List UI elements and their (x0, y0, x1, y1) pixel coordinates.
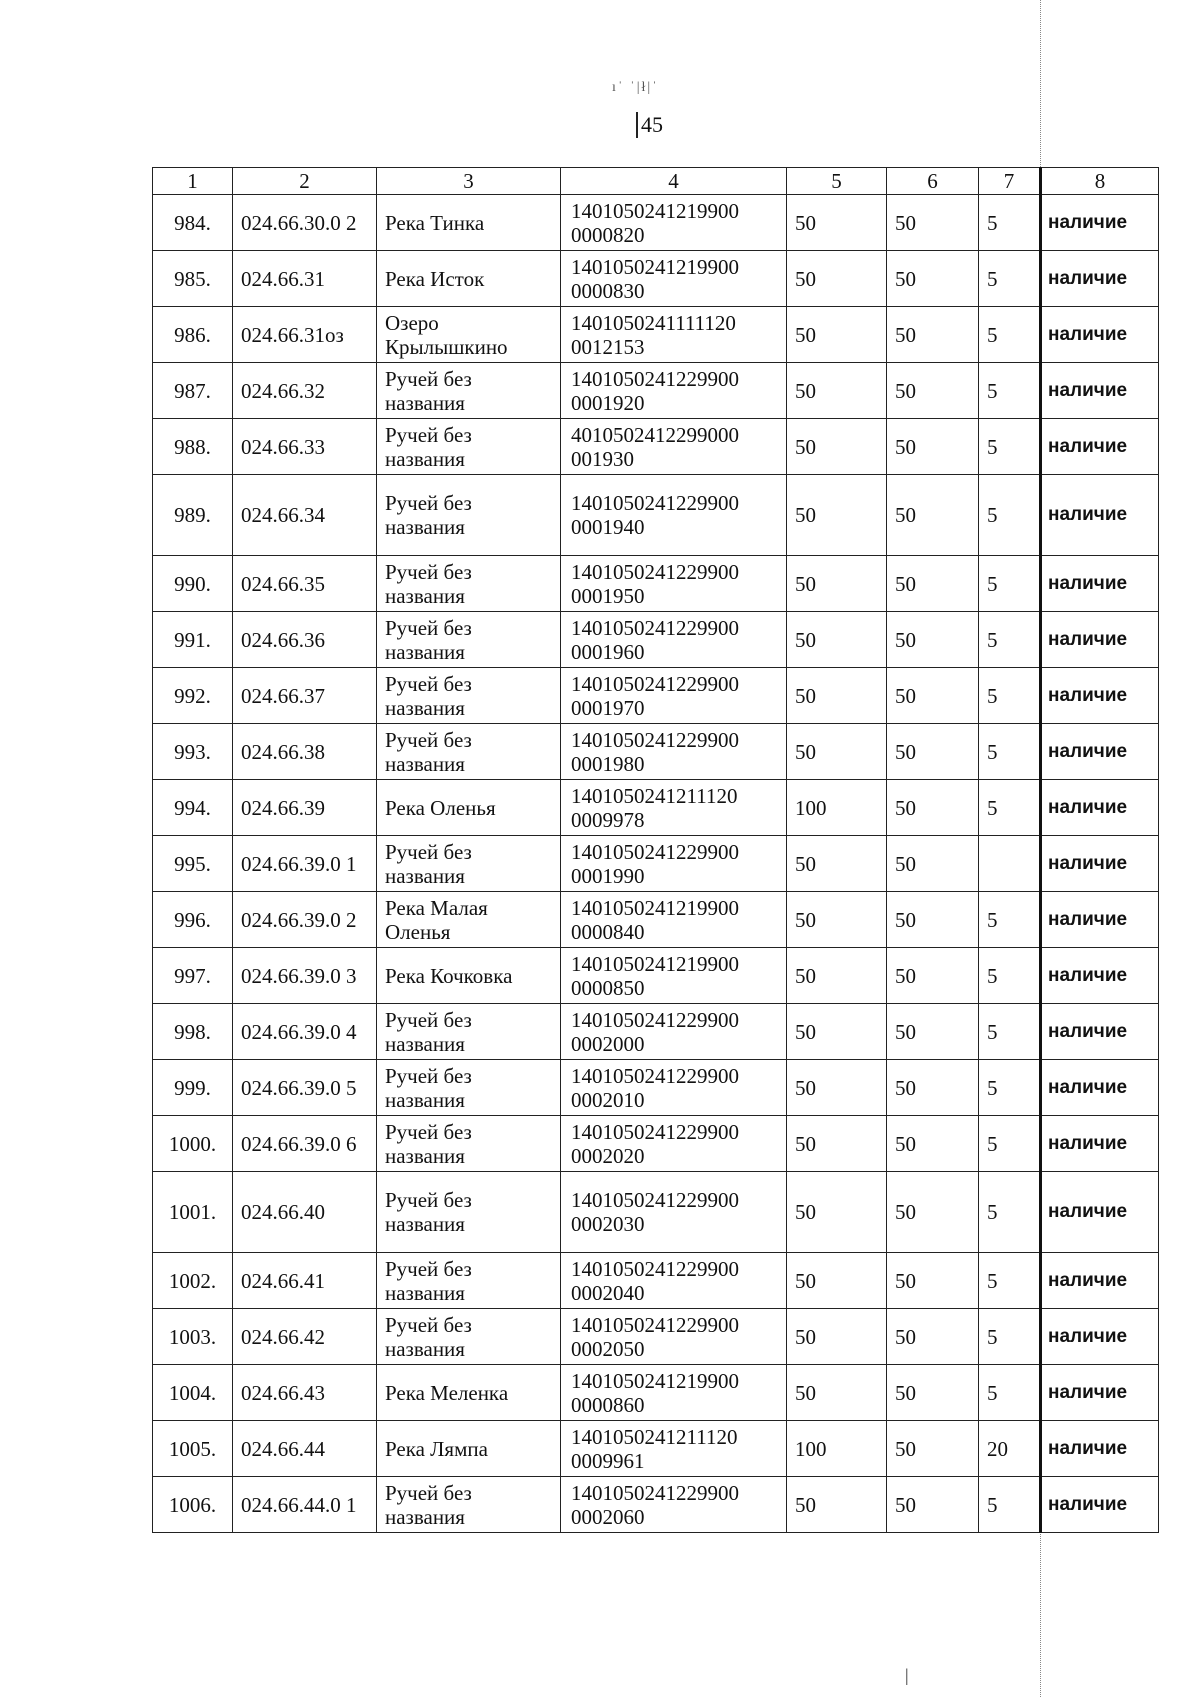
column-7-cell: 5 (979, 1172, 1041, 1253)
status-cell: наличие (1041, 668, 1159, 724)
status-cell: наличие (1041, 836, 1159, 892)
row-number-cell: 1003. (153, 1309, 233, 1365)
code-cell: 024.66.39.0 1 (233, 836, 377, 892)
table-body (153, 195, 1159, 1533)
code-cell: 024.66.41 (233, 1253, 377, 1309)
column-5-cell: 100 (787, 780, 887, 836)
registry-number-cell: 1401050241229900 0002000 (561, 1004, 787, 1060)
row-number-cell: 991. (153, 612, 233, 668)
water-body-name-cell: Ручей без названия (377, 668, 561, 724)
table-row (153, 1309, 1159, 1365)
table-header-row (153, 168, 1159, 195)
column-7-cell: 5 (979, 780, 1041, 836)
column-6-cell: 50 (887, 780, 979, 836)
row-number-cell: 995. (153, 836, 233, 892)
status-cell: наличие (1041, 1116, 1159, 1172)
table-row (153, 556, 1159, 612)
column-6-cell: 50 (887, 1004, 979, 1060)
table-row (153, 668, 1159, 724)
water-body-name-cell: Река Кочковка (377, 948, 561, 1004)
water-body-name-cell: Река Меленка (377, 1365, 561, 1421)
water-body-name-cell: Ручей без названия (377, 836, 561, 892)
registry-number-cell: 1401050241219900 0000830 (561, 251, 787, 307)
code-cell: 024.66.44.0 1 (233, 1477, 377, 1533)
page-mark: ıˈ ˈ|ł|ˈ (612, 80, 659, 95)
column-6-cell: 50 (887, 948, 979, 1004)
table-row (153, 780, 1159, 836)
code-cell: 024.66.39.0 3 (233, 948, 377, 1004)
registry-number-cell: 1401050241229900 0001990 (561, 836, 787, 892)
column-5-cell: 50 (787, 724, 887, 780)
status-cell: наличие (1041, 1060, 1159, 1116)
row-number-cell: 994. (153, 780, 233, 836)
column-6-cell: 50 (887, 363, 979, 419)
registry-number-cell: 1401050241229900 0001980 (561, 724, 787, 780)
column-7-cell: 5 (979, 1253, 1041, 1309)
table-row (153, 1060, 1159, 1116)
status-cell: наличие (1041, 1004, 1159, 1060)
column-7-cell: 5 (979, 1060, 1041, 1116)
registry-number-cell: 1401050241229900 0001940 (561, 475, 787, 556)
column-5-cell: 50 (787, 307, 887, 363)
table-row (153, 1421, 1159, 1477)
column-5-cell: 50 (787, 1253, 887, 1309)
registry-table (152, 167, 1159, 1533)
registry-number-cell: 1401050241229900 0002040 (561, 1253, 787, 1309)
registry-number-cell: 1401050241229900 0002010 (561, 1060, 787, 1116)
code-cell: 024.66.32 (233, 363, 377, 419)
column-5-cell: 50 (787, 1365, 887, 1421)
row-number-cell: 999. (153, 1060, 233, 1116)
column-5-cell: 50 (787, 475, 887, 556)
registry-number-cell: 1401050241229900 0001970 (561, 668, 787, 724)
table-row (153, 363, 1159, 419)
status-cell: наличие (1041, 1172, 1159, 1253)
table-row (153, 892, 1159, 948)
status-cell: наличие (1041, 724, 1159, 780)
table-row (153, 1116, 1159, 1172)
code-cell: 024.66.33 (233, 419, 377, 475)
registry-number-cell: 1401050241219900 0000860 (561, 1365, 787, 1421)
column-5-cell: 50 (787, 419, 887, 475)
column-6-cell: 50 (887, 1116, 979, 1172)
status-cell: наличие (1041, 612, 1159, 668)
column-7-cell: 5 (979, 363, 1041, 419)
column-6-cell: 50 (887, 1421, 979, 1477)
column-6-cell: 50 (887, 836, 979, 892)
registry-number-cell: 1401050241229900 0002060 (561, 1477, 787, 1533)
table-row (153, 836, 1159, 892)
table-row (153, 612, 1159, 668)
header-cell: 8 (1041, 168, 1159, 195)
registry-number-cell: 1401050241229900 0001920 (561, 363, 787, 419)
row-number-cell: 988. (153, 419, 233, 475)
registry-number-cell: 1401050241229900 0002030 (561, 1172, 787, 1253)
water-body-name-cell: Ручей без названия (377, 1309, 561, 1365)
column-6-cell: 50 (887, 1477, 979, 1533)
row-number-cell: 1004. (153, 1365, 233, 1421)
water-body-name-cell: Ручей без названия (377, 1116, 561, 1172)
column-5-cell: 50 (787, 363, 887, 419)
column-6-cell: 50 (887, 419, 979, 475)
row-number-cell: 990. (153, 556, 233, 612)
code-cell: 024.66.36 (233, 612, 377, 668)
status-cell: наличие (1041, 1421, 1159, 1477)
water-body-name-cell: Ручей без названия (377, 556, 561, 612)
water-body-name-cell: Озеро Крылышкино (377, 307, 561, 363)
water-body-name-cell: Ручей без названия (377, 1004, 561, 1060)
registry-number-cell: 1401050241111120 0012153 (561, 307, 787, 363)
row-number-cell: 998. (153, 1004, 233, 1060)
column-6-cell: 50 (887, 1060, 979, 1116)
column-7-cell: 5 (979, 556, 1041, 612)
column-5-cell: 100 (787, 1421, 887, 1477)
column-7-cell: 5 (979, 195, 1041, 251)
status-cell: наличие (1041, 1253, 1159, 1309)
water-body-name-cell: Ручей без названия (377, 724, 561, 780)
column-7-cell: 5 (979, 1477, 1041, 1533)
header-cell: 1 (153, 168, 233, 195)
column-5-cell: 50 (787, 1116, 887, 1172)
column-6-cell: 50 (887, 475, 979, 556)
header-cell: 4 (561, 168, 787, 195)
column-5-cell: 50 (787, 612, 887, 668)
column-6-cell: 50 (887, 724, 979, 780)
header-cell: 5 (787, 168, 887, 195)
row-number-cell: 1005. (153, 1421, 233, 1477)
row-number-cell: 1002. (153, 1253, 233, 1309)
column-6-cell: 50 (887, 612, 979, 668)
water-body-name-cell: Река Тинка (377, 195, 561, 251)
column-5-cell: 50 (787, 1004, 887, 1060)
column-6-cell: 50 (887, 1365, 979, 1421)
registry-number-cell: 1401050241229900 0001950 (561, 556, 787, 612)
column-7-cell: 5 (979, 668, 1041, 724)
registry-number-cell: 4010502412299000 001930 (561, 419, 787, 475)
column-5-cell: 50 (787, 1060, 887, 1116)
table-row (153, 1172, 1159, 1253)
status-cell: наличие (1041, 1365, 1159, 1421)
status-cell: наличие (1041, 475, 1159, 556)
water-body-name-cell: Река Малая Оленья (377, 892, 561, 948)
row-number-cell: 997. (153, 948, 233, 1004)
column-6-cell: 50 (887, 892, 979, 948)
water-body-name-cell: Ручей без названия (377, 363, 561, 419)
status-cell: наличие (1041, 556, 1159, 612)
code-cell: 024.66.39.0 4 (233, 1004, 377, 1060)
code-cell: 024.66.35 (233, 556, 377, 612)
row-number-cell: 993. (153, 724, 233, 780)
code-cell: 024.66.42 (233, 1309, 377, 1365)
column-5-cell: 50 (787, 556, 887, 612)
status-cell: наличие (1041, 419, 1159, 475)
column-6-cell: 50 (887, 1253, 979, 1309)
code-cell: 024.66.38 (233, 724, 377, 780)
status-cell: наличие (1041, 892, 1159, 948)
table-row (153, 251, 1159, 307)
water-body-name-cell: Ручей без названия (377, 612, 561, 668)
table-row (153, 948, 1159, 1004)
registry-number-cell: 1401050241219900 0000820 (561, 195, 787, 251)
code-cell: 024.66.31оз (233, 307, 377, 363)
column-6-cell: 50 (887, 307, 979, 363)
column-7-cell: 5 (979, 724, 1041, 780)
column-5-cell: 50 (787, 1172, 887, 1253)
row-number-cell: 986. (153, 307, 233, 363)
status-cell: наличие (1041, 195, 1159, 251)
row-number-cell: 985. (153, 251, 233, 307)
column-7-cell: 5 (979, 251, 1041, 307)
water-body-name-cell: Ручей без названия (377, 1060, 561, 1116)
row-number-cell: 996. (153, 892, 233, 948)
status-cell: наличие (1041, 363, 1159, 419)
code-cell: 024.66.39.0 2 (233, 892, 377, 948)
column-7-cell: 5 (979, 1309, 1041, 1365)
registry-number-cell: 1401050241211120 0009978 (561, 780, 787, 836)
column-7-cell: 5 (979, 475, 1041, 556)
row-number-cell: 1000. (153, 1116, 233, 1172)
row-number-cell: 987. (153, 363, 233, 419)
table-row (153, 419, 1159, 475)
column-5-cell: 50 (787, 195, 887, 251)
column-5-cell: 50 (787, 1477, 887, 1533)
registry-number-cell: 1401050241229900 0001960 (561, 612, 787, 668)
water-body-name-cell: Ручей без названия (377, 419, 561, 475)
column-6-cell: 50 (887, 251, 979, 307)
water-body-name-cell: Река Оленья (377, 780, 561, 836)
header-cell: 2 (233, 168, 377, 195)
registry-number-cell: 1401050241229900 0002050 (561, 1309, 787, 1365)
code-cell: 024.66.40 (233, 1172, 377, 1253)
table-row (153, 195, 1159, 251)
column-5-cell: 50 (787, 836, 887, 892)
table-row (153, 1004, 1159, 1060)
header-cell: 7 (979, 168, 1041, 195)
table-row (153, 1477, 1159, 1533)
row-number-cell: 992. (153, 668, 233, 724)
column-5-cell: 50 (787, 668, 887, 724)
column-7-cell: 5 (979, 612, 1041, 668)
column-5-cell: 50 (787, 892, 887, 948)
column-7-cell: 20 (979, 1421, 1041, 1477)
table-row (153, 1365, 1159, 1421)
column-7-cell: 5 (979, 419, 1041, 475)
column-6-cell: 50 (887, 1172, 979, 1253)
column-5-cell: 50 (787, 251, 887, 307)
status-cell: наличие (1041, 1309, 1159, 1365)
column-6-cell: 50 (887, 1309, 979, 1365)
code-cell: 024.66.37 (233, 668, 377, 724)
scan-mark: | (905, 1665, 909, 1685)
column-7-cell: 5 (979, 1116, 1041, 1172)
water-body-name-cell: Ручей без названия (377, 1172, 561, 1253)
column-7-cell: 5 (979, 307, 1041, 363)
header-cell: 6 (887, 168, 979, 195)
column-6-cell: 50 (887, 195, 979, 251)
status-cell: наличие (1041, 1477, 1159, 1533)
row-number-cell: 984. (153, 195, 233, 251)
registry-number-cell: 1401050241219900 0000840 (561, 892, 787, 948)
status-cell: наличие (1041, 307, 1159, 363)
water-body-name-cell: Река Исток (377, 251, 561, 307)
column-5-cell: 50 (787, 1309, 887, 1365)
table-row (153, 475, 1159, 556)
water-body-name-cell: Ручей без названия (377, 1253, 561, 1309)
water-body-name-cell: Ручей без названия (377, 1477, 561, 1533)
registry-number-cell: 1401050241219900 0000850 (561, 948, 787, 1004)
column-6-cell: 50 (887, 556, 979, 612)
registry-number-cell: 1401050241211120 0009961 (561, 1421, 787, 1477)
code-cell: 024.66.34 (233, 475, 377, 556)
water-body-name-cell: Ручей без названия (377, 475, 561, 556)
row-number-cell: 989. (153, 475, 233, 556)
column-7-cell: 5 (979, 892, 1041, 948)
table-row (153, 724, 1159, 780)
column-7-cell: 5 (979, 948, 1041, 1004)
status-cell: наличие (1041, 780, 1159, 836)
column-5-cell: 50 (787, 948, 887, 1004)
code-cell: 024.66.44 (233, 1421, 377, 1477)
code-cell: 024.66.30.0 2 (233, 195, 377, 251)
row-number-cell: 1006. (153, 1477, 233, 1533)
status-cell: наличие (1041, 948, 1159, 1004)
column-7-cell: 5 (979, 1365, 1041, 1421)
status-cell: наличие (1041, 251, 1159, 307)
page-number: 45 (636, 112, 663, 138)
code-cell: 024.66.39 (233, 780, 377, 836)
code-cell: 024.66.39.0 6 (233, 1116, 377, 1172)
row-number-cell: 1001. (153, 1172, 233, 1253)
table-row (153, 307, 1159, 363)
column-7-cell: 5 (979, 1004, 1041, 1060)
header-cell: 3 (377, 168, 561, 195)
column-7-cell (979, 836, 1041, 892)
registry-number-cell: 1401050241229900 0002020 (561, 1116, 787, 1172)
code-cell: 024.66.43 (233, 1365, 377, 1421)
column-6-cell: 50 (887, 668, 979, 724)
water-body-name-cell: Река Лямпа (377, 1421, 561, 1477)
code-cell: 024.66.31 (233, 251, 377, 307)
code-cell: 024.66.39.0 5 (233, 1060, 377, 1116)
table-row (153, 1253, 1159, 1309)
